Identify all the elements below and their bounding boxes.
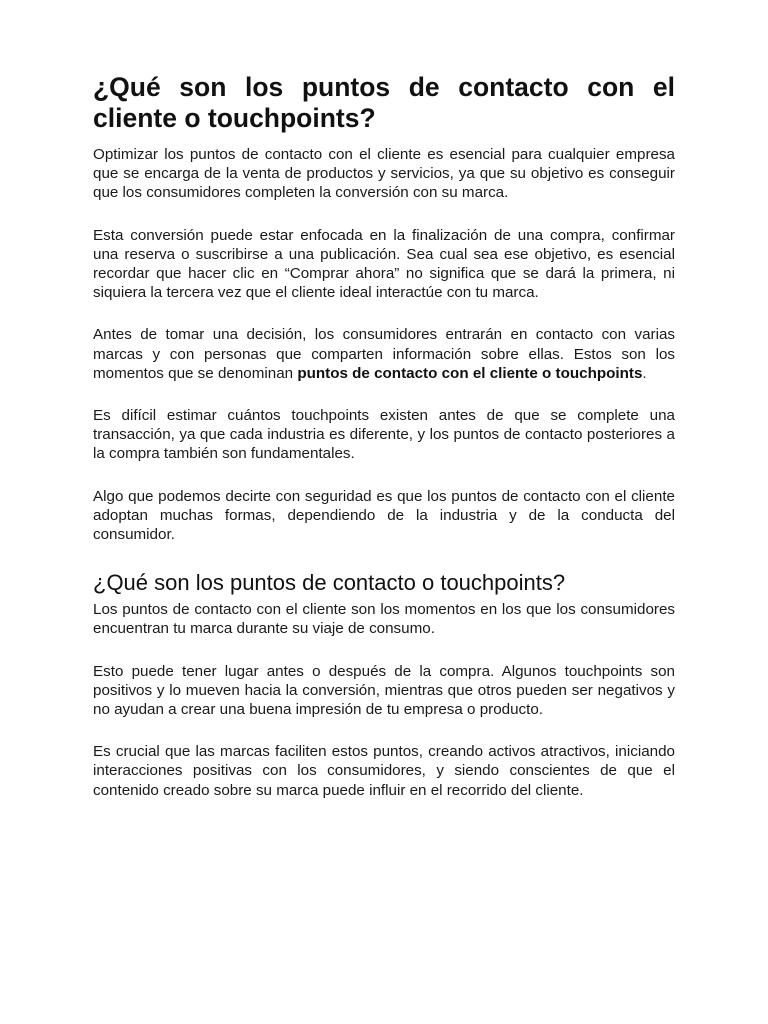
paragraph-optimizar: Optimizar los puntos de contacto con el cliente es esencial para cualquier empresa que se encarga de la venta de productos y servicios, ya que su objetivo es conseguir que los consumidores completen la conversión con su marca. [93,146,675,202]
paragraph-antes-de-tomar [93,325,675,383]
paragraph-es-crucial: Es crucial que las marcas faciliten estos puntos, creando activos atractivos, iniciando interacciones positivas con los consumidores, y siendo conscientes de que el contenido creado sobre su marca puede influir en el recorrido del cliente. [93,743,675,799]
paragraph-algo-que-podemos: Algo que podemos decirte con seguridad es que los puntos de contacto con el cliente adoptan muchas formas, dependiendo de la industria y de la conducta del consumidor. [93,487,675,544]
paragraph-dificil-estimar: Es difícil estimar cuántos touchpoints existen antes de que se complete una transacción, ya que cada industria es diferente, y los puntos de contacto posteriores a la compra también son fundamentales. [93,407,675,463]
paragraph-conversion: Esta conversión puede estar enfocada en la finalización de una compra, confirmar una reserva o suscribirse a una publicación. Sea cual sea ese objetivo, es esencial recordar que hacer clic en “Comprar ahora” no significa que se dará la primera, ni siquiera la tercera vez que el cliente ideal interactúe con tu marca. [93,226,675,302]
document-page [93,72,675,800]
paragraph-esto-puede: Esto puede tener lugar antes o después de la compra. Algunos touchpoints son positivos y lo mueven hacia la conversión, mientras que otros pueden ser negativos y no ayudan a crear una buena impresión de tu empresa o producto. [93,662,675,719]
sub-heading: ¿Qué son los puntos de contacto o touchpoints? [93,570,566,596]
main-heading: ¿Qué son los puntos de contacto con el cliente o touchpoints? [93,72,675,133]
touchpoints-bold-term: puntos de contacto con el cliente o touchpoints [297,364,643,382]
paragraph-los-puntos: Los puntos de contacto con el cliente son los momentos en los que los consumidores encuentran tu marca durante su viaje de consumo. [93,601,675,638]
paragraph-antes-text: Antes de tomar una decisión, los consumidores entrarán en contacto con varias marcas y con personas que comparten información sobre ellas. Estos son los momentos que se denominan [93,326,675,382]
paragraph-antes-end: . [642,364,647,382]
